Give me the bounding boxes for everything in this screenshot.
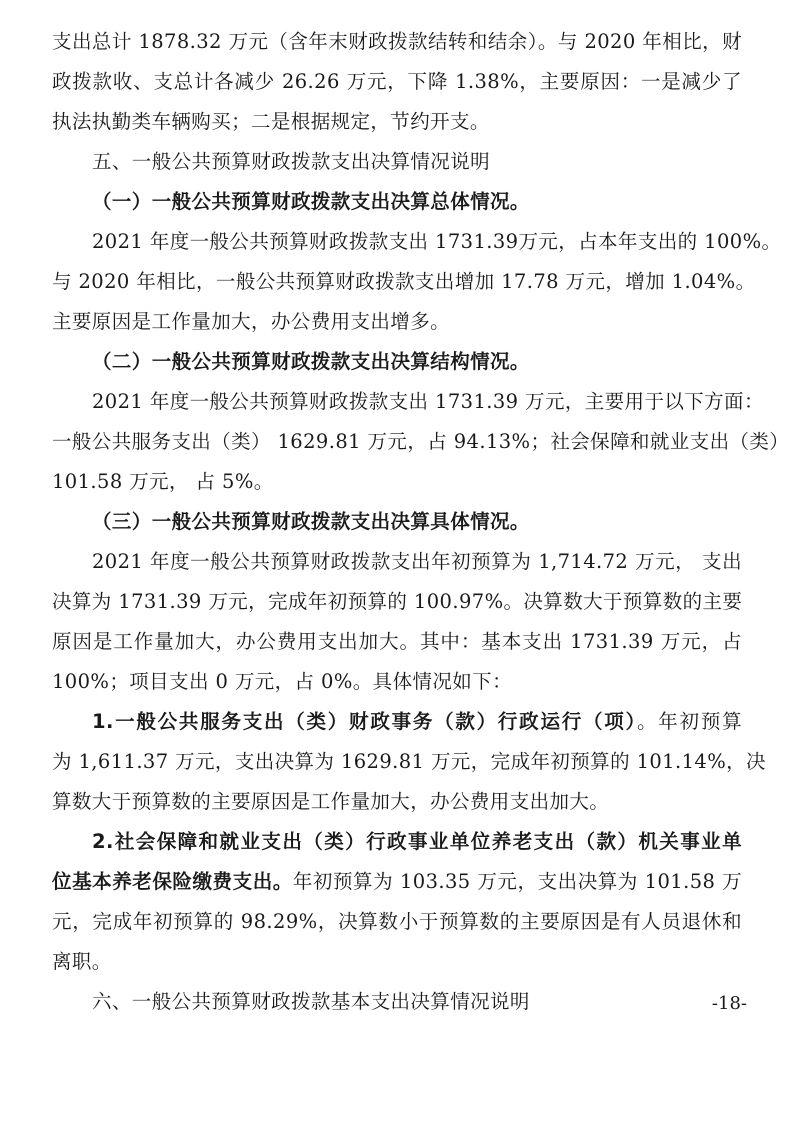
subsection-heading: （一）一般公共预算财政拨款支出决算总体情况。: [92, 190, 530, 213]
paragraph-line: 一般公共服务支出（类） 1629.81 万元，占 94.13%；社会保障和就业支出（类）: [52, 430, 790, 453]
section-heading: 六、一般公共预算财政拨款基本支出决算情况说明: [92, 990, 530, 1013]
paragraph-line: 2021 年度一般公共预算财政拨款支出年初预算为 1,714.72 万元， 支出: [92, 550, 742, 573]
item-title: 1.一般公共服务支出（类）财政事务（款）行政运行（项）: [92, 710, 638, 733]
paragraph-line: 算数大于预算数的主要原因是工作量加大，办公费用支出加大。: [52, 790, 610, 813]
section-heading: 五、一般公共预算财政拨款支出决算情况说明: [92, 150, 491, 173]
paragraph-line: 100%；项目支出 0 万元，占 0%。具体情况如下：: [52, 670, 512, 693]
paragraph-line: 政拨款收、支总计各减少 26.26 万元，下降 1.38%，主要原因：一是减少了: [52, 70, 742, 93]
page-number: -18-: [711, 993, 747, 1014]
subsection-heading: （二）一般公共预算财政拨款支出决算结构情况。: [92, 350, 530, 373]
paragraph-line: 与 2020 年相比，一般公共预算财政拨款支出增加 17.78 万元，增加 1.04%。: [52, 270, 756, 293]
paragraph-line: 2021 年度一般公共预算财政拨款支出 1731.39 万元，主要用于以下方面：: [92, 390, 764, 413]
item-text: 年初预算为 103.35 万元，支出决算为 101.58 万: [292, 870, 742, 893]
paragraph-line: 支出总计 1878.32 万元（含年末财政拨款结转和结余）。与 2020 年相比，财: [52, 30, 742, 53]
paragraph-line: 为 1,611.37 万元，支出决算为 1629.81 万元，完成年初预算的 101.14%，决: [52, 750, 766, 773]
paragraph-line: 执法执勤类车辆购买；二是根据规定，节约开支。: [52, 110, 490, 133]
paragraph-line: 离职。: [52, 950, 112, 973]
item-line: [52, 862, 742, 902]
subsection-heading: （三）一般公共预算财政拨款支出决算具体情况。: [92, 510, 530, 533]
item-title: 2.社会保障和就业支出（类）行政事业单位养老支出（款）机关事业单: [92, 830, 742, 853]
document-page: [52, 22, 790, 1022]
item-text: 。年初预算: [637, 710, 742, 733]
item-title: 位基本养老保险缴费支出。: [52, 870, 293, 893]
paragraph-line: 2021 年度一般公共预算财政拨款支出 1731.39万元，占本年支出的 100%。: [92, 230, 782, 253]
paragraph-line: 元，完成年初预算的 98.29%，决算数小于预算数的主要原因是有人员退休和: [52, 910, 742, 933]
paragraph-line: 101.58 万元， 占 5%。: [52, 470, 274, 493]
paragraph-line: 决算为 1731.39 万元，完成年初预算的 100.97%。决算数大于预算数的主要: [52, 590, 743, 613]
item-line: [52, 702, 742, 742]
paragraph-line: 主要原因是工作量加大，办公费用支出增多。: [52, 310, 451, 333]
paragraph-line: 原因是工作量加大，办公费用支出加大。其中：基本支出 1731.39 万元，占: [52, 630, 742, 653]
